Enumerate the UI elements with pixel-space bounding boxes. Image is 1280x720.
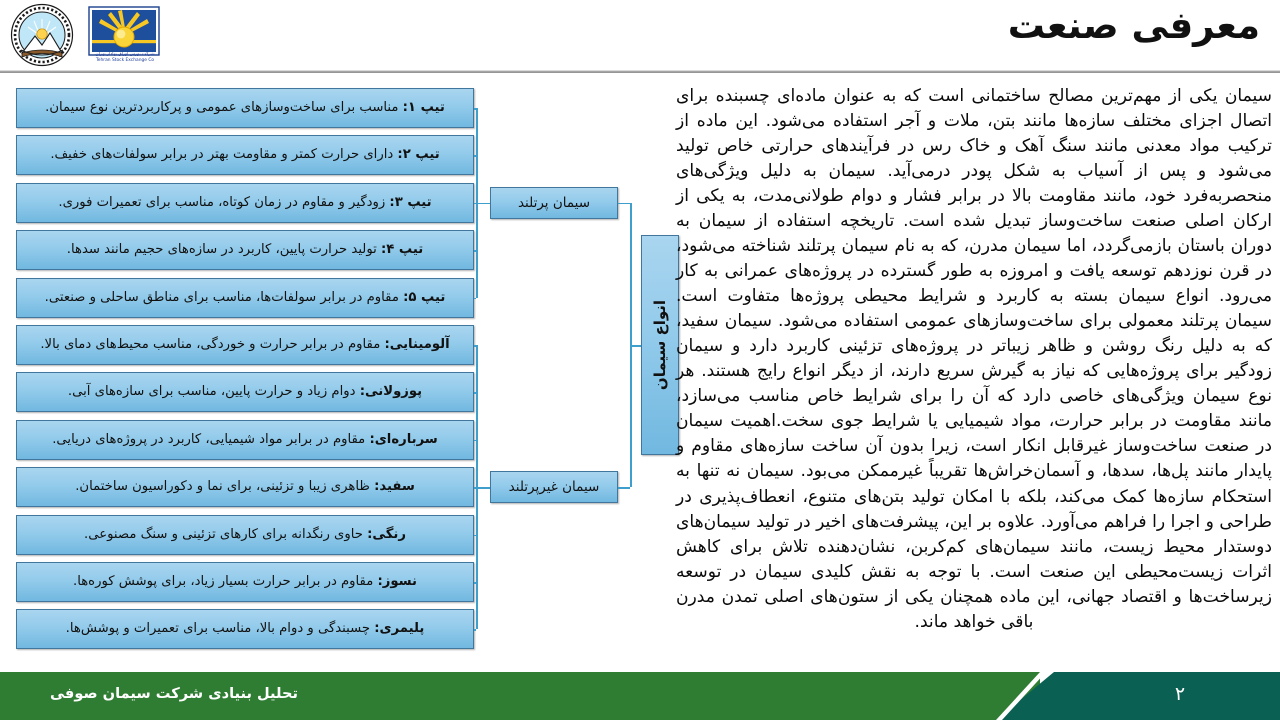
diagram-group-node[interactable] <box>490 187 618 219</box>
leaf-description: مقاوم در برابر حرارت و خوردگی، مناسب محیط‌های دمای بالا. <box>40 337 385 353</box>
leaf-description: ظاهری زیبا و تزئینی، برای نما و دکوراسیون ساختمان. <box>75 479 375 495</box>
leaf-title: پلیمری: <box>374 621 425 637</box>
leaf-title: تیپ ۱: <box>402 100 445 116</box>
leaf-description: تولید حرارت پایین، کاربرد در سازه‌های حجیم مانند سدها. <box>66 242 381 258</box>
leaf-title: سرباره‌ای: <box>369 431 438 447</box>
diagram-leaf-node[interactable] <box>16 562 474 602</box>
leaf-title: تیپ ۵: <box>403 289 446 305</box>
diagram-leaf-node[interactable] <box>16 135 474 175</box>
leaf-title: تیپ ۲: <box>397 147 440 163</box>
diagram-leaf-node[interactable] <box>16 515 474 555</box>
connector-root-top <box>618 203 630 205</box>
diagram-leaf-node[interactable] <box>16 467 474 507</box>
diagram-leaf-node[interactable] <box>16 88 474 128</box>
diagram-leaf-node[interactable] <box>16 325 474 365</box>
root-node-label: انواع سیمان <box>651 299 669 391</box>
intro-paragraph: سیمان یکی از مهم‌ترین مصالح ساختمانی است که به عنوان ماده‌ای چسبنده برای اتصال اجزای مختلف سازه‌ها مانند بتن، ملات و آجر استفاده می‌شود. این ماده از ترکیب مواد معدنی مانند سنگ آهک و خاک رس در فرآیندهای حرارتی خاص تولید می‌شود و پس از آسیاب به شکل پودر درمی‌آید. سیمان به دلیل ویژگی‌های منحصربه‌فرد خود، مانند مقاومت بالا در برابر فشار و دوام طولانی‌مدت، به یکی از ارکان اصلی صنعت ساخت‌وساز تبدیل شده است. تاریخچه استفاده از سیمان به دوران باستان بازمی‌گردد، اما سیمان مدرن، که به نام سیمان پرتلند شناخته می‌شود، در قرن نوزدهم توسعه یافت و امروزه به طور گسترده در پروژه‌های عمرانی به کار می‌رود. انواع سیمان بسته به کاربرد و شرایط محیطی پروژه‌ها متفاوت است. سیمان پرتلند معمولی برای ساخت‌وسازهای عمومی استفاده می‌شود. سیمان سفید، که به دلیل رنگ روشن و ظاهر زیباتر در پروژه‌های تزئینی کاربرد دارد و سیمان زودگیر برای پروژه‌هایی که نیاز به گیرش سریع دارند، از دیگر انواع رایج هستند. هر نوع سیمان ویژگی‌های خاصی دارد که آن را برای شرایط خاص مناسب می‌سازد، مانند مقاومت در برابر حرارت، مواد شیمیایی یا شرایط جوی سخت.اهمیت سیمان در صنعت ساخت‌وساز غیرقابل انکار است، زیرا بدون آن ساخت سازه‌های مقاوم و پایدار مانند پل‌ها، سدها، و آسمان‌خراش‌ها تقریباً غیرممکن می‌بود. سیمان نه تنها به استحکام سازه‌ها کمک می‌کند، بلکه با امکان تولید بتن‌های متنوع، انعطاف‌پذیری در طراحی و اجرا را فراهم می‌آورد. علاوه بر این، پیشرفت‌های اخیر در تولید سیمان‌های دوستدار محیط زیست، مانند سیمان‌های کم‌کربن، نشان‌دهنده تلاش برای کاهش اثرات زیست‌محیطی این صنعت است. با توجه به نقش کلیدی سیمان در توسعه زیرساخت‌ها و اقتصاد جهانی، این ماده همچنان یکی از ستون‌های اصلی تمدن مدرن باقی خواهد ماند. <box>676 86 1272 632</box>
connector-leaf <box>474 298 476 300</box>
leaf-description: چسبندگی و دوام بالا، مناسب برای تعمیرات و پوشش‌ها. <box>65 621 375 637</box>
diagram-leaf-node[interactable] <box>16 278 474 318</box>
sunrise-logo-caption <box>84 52 166 64</box>
page-title: معرفی صنعت <box>1007 4 1260 47</box>
group-node-label: سیمان غیرپرتلند <box>508 479 600 496</box>
diagram-leaf-node[interactable] <box>16 609 474 649</box>
logo-caption-en: Tehran Stock Exchange Co <box>95 57 155 63</box>
page-number: ۲ <box>1174 683 1186 705</box>
circular-seal-logo <box>10 3 74 67</box>
diagram-group-node[interactable] <box>490 471 618 503</box>
leaf-description: دارای حرارت کمتر و مقاومت بهتر در برابر سولفات‌های خفیف. <box>50 147 398 163</box>
leaf-title: آلومینایی: <box>384 337 450 353</box>
leaf-description: دوام زیاد و حرارت پایین، مناسب برای سازه‌های آبی. <box>67 384 360 400</box>
diagram-leaf-node[interactable] <box>16 230 474 270</box>
connector-leaf <box>474 629 476 631</box>
diagram-root-node[interactable] <box>641 235 679 455</box>
leaf-title: رنگی: <box>367 526 406 542</box>
leaf-title: تیپ ۳: <box>389 194 432 210</box>
diagram-leaf-node[interactable] <box>16 420 474 460</box>
footer-title: تحلیل بنیادی شرکت سیمان صوفی <box>50 685 298 702</box>
leaf-description: زودگیر و مقاوم در زمان کوتاه، مناسب برای تعمیرات فوری. <box>58 194 390 210</box>
slide-footer <box>0 672 1280 720</box>
connector-root-bottom <box>618 487 630 489</box>
leaf-description: مقاوم در برابر سولفات‌ها، مناسب برای مناطق ساحلی و صنعتی. <box>44 289 404 305</box>
logo-caption-fa: شرکت بورس اوراق بهادار تهران <box>95 52 155 57</box>
connector-group-stub <box>476 487 490 489</box>
leaf-description: مناسب برای ساخت‌وسازهای عمومی و پرکاربردترین نوع سیمان. <box>45 100 403 116</box>
leaf-title: سفید: <box>374 479 415 495</box>
slide-header <box>0 0 1280 70</box>
cement-types-diagram <box>0 80 700 655</box>
connector-root-stub <box>630 345 641 347</box>
group-node-label: سیمان پرتلند <box>517 194 591 211</box>
header-divider <box>0 70 1280 73</box>
connector-group-stub <box>476 203 490 205</box>
diagram-leaf-node[interactable] <box>16 372 474 412</box>
leaf-description: مقاوم در برابر حرارت بسیار زیاد، برای پوشش کوره‌ها. <box>73 574 378 590</box>
leaf-title: نسوز: <box>377 574 418 590</box>
leaf-description: مقاوم در برابر مواد شیمیایی، کاربرد در پروژه‌های دریایی. <box>52 431 370 447</box>
diagram-leaf-node[interactable] <box>16 183 474 223</box>
leaf-description: حاوی رنگدانه برای کارهای تزئینی و سنگ مصنوعی. <box>84 526 368 542</box>
leaf-title: پوزولانی: <box>359 384 423 400</box>
leaf-title: تیپ ۴: <box>381 242 424 258</box>
